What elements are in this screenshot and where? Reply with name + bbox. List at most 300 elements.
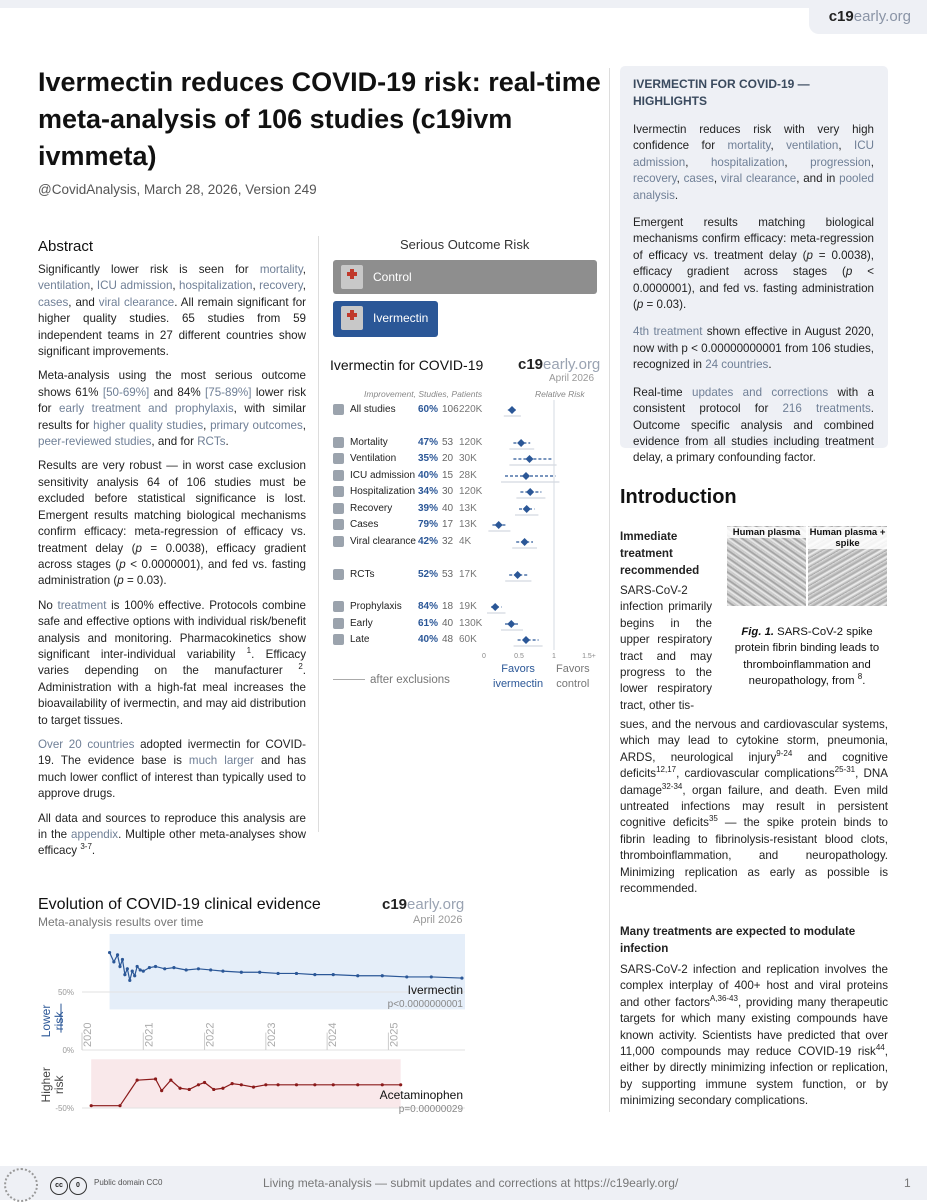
inline-link[interactable]: primary outcomes xyxy=(210,418,303,432)
series-point xyxy=(172,966,175,969)
intro-paragraph-start: SARS-CoV-2 infection primarily begins in the upper respiratory tract and may progress to the lower respiratory tract, other tis- xyxy=(620,584,712,712)
series-point xyxy=(356,1083,359,1086)
text-run: , xyxy=(676,172,684,186)
series-point xyxy=(381,974,384,977)
series-p-value: p<0.0000000001 xyxy=(387,999,463,1011)
text-run: , cardiovascular complications xyxy=(676,767,835,781)
text-run: , with similar results for xyxy=(38,402,306,432)
text-run: , DNA damage xyxy=(620,767,889,797)
forest-patients: 19K xyxy=(459,601,477,612)
forest-studies: 40 xyxy=(442,503,454,514)
series-point xyxy=(112,960,115,963)
text-run: and 84% xyxy=(149,385,206,399)
forest-point xyxy=(495,521,503,529)
inline-link[interactable]: 216 treatments xyxy=(782,402,871,416)
forest-pct: 47% xyxy=(418,437,439,448)
inline-link[interactable]: 4th treatment xyxy=(633,325,703,339)
evolution-subtitle: Meta-analysis results over time xyxy=(38,915,204,929)
series-point xyxy=(405,975,408,978)
outcome-icon xyxy=(333,437,344,448)
forest-point xyxy=(522,636,530,644)
series-point xyxy=(203,1081,206,1084)
after-exclusions-legend: after exclusions xyxy=(333,674,450,686)
forest-point xyxy=(514,571,522,579)
highlights-paragraph-2 xyxy=(633,215,874,313)
italic-text: p xyxy=(806,248,813,262)
inline-link[interactable]: Over 20 countries xyxy=(38,737,135,751)
fig-left-caption: Human plasma xyxy=(727,527,806,538)
series-point xyxy=(313,973,316,976)
evolution-date: April 2026 xyxy=(413,914,463,926)
series-point xyxy=(139,968,142,971)
text-run: is 100% effective. Protocols combine safe and effective options with individual risk/benefit analysis and monitoring. Pharmacokinetics show significant inter-individual variability xyxy=(38,598,307,661)
text-run: , xyxy=(838,139,855,153)
citation-ref: A,36‑43 xyxy=(709,993,738,1003)
italic-text: p xyxy=(117,574,124,588)
series-point xyxy=(264,1083,267,1086)
y-label-higher-risk: Higher xyxy=(39,1067,53,1103)
text-run: , xyxy=(685,155,711,169)
text-run: , xyxy=(252,279,260,293)
forest-header-right: Relative Risk xyxy=(535,389,585,399)
series-point xyxy=(118,965,121,968)
outcome-icon xyxy=(333,404,344,415)
text-run: , xyxy=(713,172,721,186)
forest-patients: 60K xyxy=(459,634,477,645)
text-run: , and for xyxy=(151,435,198,449)
inline-link[interactable]: recovery xyxy=(259,279,303,293)
forest-name: Recovery xyxy=(350,503,393,514)
text-run: = 0.0038), efficacy gradient across stages ( xyxy=(38,541,306,571)
series-point xyxy=(197,967,200,970)
text-run: . Efficacy varies depending on the manufacturer xyxy=(38,647,307,678)
forest-studies: 53 xyxy=(442,569,454,580)
forest-tick: 0 xyxy=(482,653,486,660)
x-tick-label: 2024 xyxy=(327,1022,340,1047)
series-point xyxy=(197,1083,200,1086)
forest-pct: 79% xyxy=(418,519,439,530)
italic-text: p xyxy=(636,298,644,312)
forest-studies: 17 xyxy=(442,519,454,530)
forest-pct: 61% xyxy=(418,618,439,629)
text-run: , xyxy=(770,139,787,153)
citation-ref: 25‑31 xyxy=(834,765,856,775)
forest-patients: 4K xyxy=(459,536,472,547)
forest-name: Early xyxy=(350,618,373,629)
series-label: Acetaminophen xyxy=(379,1087,463,1102)
forest-pct: 34% xyxy=(418,486,439,497)
text-run: . xyxy=(91,844,96,858)
forest-studies: 40 xyxy=(442,618,454,629)
series-point xyxy=(430,975,433,978)
forest-name: Cases xyxy=(350,519,379,530)
evolution-logo-light: early.org xyxy=(407,896,465,913)
inline-link[interactable]: pooled analysis xyxy=(633,172,874,202)
text-run: , xyxy=(203,418,211,432)
inline-link[interactable]: [50‑69%] xyxy=(102,385,150,399)
inline-link[interactable]: cases xyxy=(683,172,714,186)
plasma-image xyxy=(727,526,806,606)
series-point xyxy=(276,972,279,975)
forest-point xyxy=(526,455,534,463)
series-point xyxy=(212,1088,215,1091)
x-tick-label: 2022 xyxy=(204,1022,217,1047)
forest-patients: 13K xyxy=(459,519,477,530)
text-run: = 0.03). xyxy=(123,574,167,588)
series-label: Ivermectin xyxy=(407,983,463,998)
series-point xyxy=(128,979,131,982)
forest-patients: 130K xyxy=(459,618,483,629)
y-label-lower-risk: Lower xyxy=(39,1004,53,1038)
series-point xyxy=(231,1082,234,1085)
ivermectin-label: Ivermectin xyxy=(373,311,429,325)
outcome-icon xyxy=(333,519,344,530)
citation-ref: 12,17 xyxy=(656,765,677,775)
inline-link[interactable]: hospitalization xyxy=(179,279,253,293)
fig-caption-text: SARS-CoV-2 spike protein fibrin binding leads to thromboinflammation and neuropathology, from xyxy=(734,626,880,688)
forest-patients: 13K xyxy=(459,503,477,514)
inline-link[interactable]: viral clearance xyxy=(98,295,175,309)
cc0-icon: cc 0 xyxy=(50,1174,88,1192)
text-run: < 0.0000001), and fed vs. fasting administration ( xyxy=(633,265,874,312)
text-run: , xyxy=(302,279,306,293)
y-label-higher-risk: risk xyxy=(52,1075,66,1095)
forest-pct: 84% xyxy=(418,601,439,612)
forest-name: All studies xyxy=(350,404,396,415)
text-run: and has much lower conflict of interest than typically used to approve drugs. xyxy=(38,754,306,801)
forest-name: ICU admission xyxy=(350,470,416,481)
forest-studies: 15 xyxy=(442,470,454,481)
series-point xyxy=(240,971,243,974)
highlights-paragraph-4 xyxy=(633,385,874,467)
fig-label: Fig. 1. xyxy=(741,626,775,638)
outcome-icon xyxy=(333,618,344,629)
text-run: Significantly lower risk is seen for xyxy=(38,263,260,276)
forest-pct: 52% xyxy=(418,569,439,580)
favors-control xyxy=(556,662,590,692)
introduction-heading: Introduction xyxy=(620,486,737,508)
outcome-icon xyxy=(333,453,344,464)
forest-point xyxy=(507,620,515,628)
forest-patients: 120K xyxy=(459,437,483,448)
text-run: , xyxy=(90,279,97,293)
forest-header-left: Improvement, Studies, Patients xyxy=(364,389,483,399)
abstract-paragraph-3 xyxy=(38,458,306,589)
italic-text: p xyxy=(119,557,126,571)
inline-link[interactable]: much larger xyxy=(188,754,254,768)
series-point xyxy=(258,971,261,974)
forest-point xyxy=(517,439,525,447)
series-point xyxy=(121,958,124,961)
inline-link[interactable]: higher quality studies xyxy=(93,418,204,432)
favors-ctrl-line1: Favors xyxy=(556,663,590,675)
outcome-icon xyxy=(333,470,344,481)
forest-studies: 18 xyxy=(442,601,454,612)
series-point xyxy=(136,965,139,968)
citation-ref: 32‑34 xyxy=(661,781,683,791)
ivermectin-bar xyxy=(333,301,438,337)
text-run: = 0.0038), efficacy gradient across stages ( xyxy=(633,248,874,279)
forest-pct: 39% xyxy=(418,503,439,514)
text-run: adopted ivermectin for COVID-19. The evidence base is xyxy=(38,737,306,768)
inline-link[interactable]: ICU admission xyxy=(96,279,173,293)
forest-studies: 20 xyxy=(442,453,454,464)
forest-patients: 28K xyxy=(459,470,477,481)
inline-link[interactable]: [75‑89%] xyxy=(205,385,252,399)
text-run: . xyxy=(225,435,229,449)
favors-iv-line2: ivermectin xyxy=(493,678,544,690)
text-run: , xyxy=(870,155,874,169)
forest-pct: 40% xyxy=(418,634,439,645)
text-run: . Administration with a high-fat meal increases the bioavailability of ivermectin, and may aid distribution to target tissues. xyxy=(38,664,306,727)
highlights-heading: IVERMECTIN FOR COVID-19 — HIGHLIGHTS xyxy=(633,77,810,108)
logo-light: early.org xyxy=(853,8,911,25)
forest-studies: 106 xyxy=(442,404,459,415)
text-run: . All remain significant for higher quality studies. 65 studies from 59 independent teams in 27 different countries show significant improvements. xyxy=(38,295,307,359)
x-tick-label: 2023 xyxy=(265,1022,278,1047)
forest-patients: 17K xyxy=(459,569,477,580)
forest-studies: 48 xyxy=(442,634,454,645)
forest-name: Mortality xyxy=(350,437,388,448)
logo-bold: c19 xyxy=(828,8,854,25)
intro-paragraph-continued xyxy=(620,717,888,897)
byline: @CovidAnalysis, March 28, 2026, Version 249 xyxy=(38,182,317,197)
citation-ref: 9‑24 xyxy=(776,748,793,758)
text-run: Meta-analysis using the most serious outcome shows 61% xyxy=(38,369,306,399)
series-point xyxy=(356,974,359,977)
inline-link[interactable]: ventilation xyxy=(38,279,91,293)
citation-ref: 44 xyxy=(875,1043,885,1053)
forest-point xyxy=(491,603,499,611)
citation-ref: 2 xyxy=(298,662,303,672)
forest-point xyxy=(522,472,530,480)
serious-outcome-title: Serious Outcome Risk xyxy=(400,237,530,252)
citation-ref: 1 xyxy=(246,646,252,656)
inline-link[interactable]: early treatment and prophylaxis xyxy=(59,402,234,416)
control-bar xyxy=(333,260,597,294)
italic-text: p xyxy=(845,265,853,279)
text-run: , and in xyxy=(796,172,840,186)
series-point xyxy=(209,968,212,971)
inline-link[interactable]: viral clearance xyxy=(720,172,797,186)
citation-ref: 35 xyxy=(708,814,718,824)
forest-studies: 32 xyxy=(442,536,454,547)
favors-iv-line1: Favors xyxy=(501,663,535,675)
text-run: All data and sources to reproduce this analysis are in the xyxy=(38,811,306,841)
inline-link[interactable]: progression xyxy=(810,155,871,169)
outcome-icon xyxy=(333,569,344,580)
text-run: < 0.0000001), and fed vs. fasting administration ( xyxy=(38,557,307,588)
series-point xyxy=(240,1083,243,1086)
footer xyxy=(0,1166,927,1200)
hospital-icon xyxy=(341,265,363,289)
series-point xyxy=(148,966,151,969)
text-run: , providing many therapeutic targets for which many existing compounds have known activity. Scientists have predicted that over 11,000 compounds may reduce COVID-19 risk xyxy=(620,995,888,1059)
series-point xyxy=(178,1087,181,1090)
series-point xyxy=(295,972,298,975)
text-run: Ivermectin reduces risk with very high confidence for xyxy=(633,123,874,153)
top-bar xyxy=(0,0,927,8)
forest-point xyxy=(526,488,534,496)
forest-date: April 2026 xyxy=(549,373,595,384)
inline-link[interactable]: ventilation xyxy=(786,139,839,153)
series-point xyxy=(313,1083,316,1086)
forest-pct: 40% xyxy=(418,470,439,481)
series-point xyxy=(221,970,224,973)
fig-right-caption: Human plasma + spike xyxy=(809,527,886,549)
series-point xyxy=(123,973,126,976)
series-point xyxy=(133,974,136,977)
series-point xyxy=(381,1083,384,1086)
citation-ref: 3‑7 xyxy=(80,842,92,852)
immediate-treatment-heading: Immediate treatment recommended xyxy=(620,530,700,577)
site-logo-tab[interactable] xyxy=(809,0,927,34)
text-run: , organ failure, and death. Even mild untreated infections may result in persistent cognitive deficits xyxy=(620,783,888,830)
outcome-icon xyxy=(333,503,344,514)
text-run: shown effective in August 2020, now with p < 0.00000000001 from 106 studies, recognized in xyxy=(633,325,875,372)
forest-logo-bold: c19 xyxy=(518,356,544,373)
many-treatments-heading: Many treatments are expected to modulate infection xyxy=(620,925,856,955)
x-tick-label: 2020 xyxy=(82,1022,94,1047)
series-point xyxy=(131,970,134,973)
inline-link[interactable]: hospitalization xyxy=(710,155,785,169)
text-run: Emergent results matching biological mechanisms confirm efficacy: meta-regression of efficacy vs. treatment delay ( xyxy=(633,216,874,262)
forest-pct: 42% xyxy=(418,536,439,547)
series-point xyxy=(90,1104,93,1107)
inline-link[interactable]: peer-reviewed studies xyxy=(38,435,152,449)
site-logo[interactable] xyxy=(829,8,911,25)
evolution-logo-bold: c19 xyxy=(382,896,408,913)
forest-pct: 60% xyxy=(418,404,439,415)
forest-patients: 120K xyxy=(459,486,483,497)
highlights-paragraph-1 xyxy=(633,122,874,204)
text-run: . Outcome specific analysis and combined evidence from all studies including treatment delay, a primary confounding factor. xyxy=(633,402,874,465)
text-run: with a consistent protocol for xyxy=(633,385,874,416)
series-point xyxy=(295,1083,298,1086)
abstract-paragraph-4 xyxy=(38,598,306,729)
outcome-icon xyxy=(333,634,344,645)
inline-link[interactable]: updates and corrections xyxy=(692,385,829,399)
highlights-box xyxy=(620,66,888,465)
text-run: Results are very robust — in worst case exclusion sensitivity analysis 64 of 106 studies must be excluded before statistical significance is lost. Emergent results matching biological mechanisms confirm efficacy: meta-regression of efficacy vs. treatment delay ( xyxy=(38,459,306,555)
forest-tick: 1.5+ xyxy=(582,653,596,660)
forest-name: Hospitalization xyxy=(350,486,416,497)
forest-point xyxy=(523,505,531,513)
text-run: , xyxy=(302,263,306,276)
series-point xyxy=(154,965,157,968)
forest-tick: 1 xyxy=(552,653,556,660)
inline-link[interactable]: mortality xyxy=(727,139,771,153)
series-point xyxy=(154,1077,157,1080)
forest-name: Ventilation xyxy=(350,453,397,464)
page-number: 1 xyxy=(904,1176,911,1190)
outcome-icon xyxy=(333,536,344,547)
acetaminophen-ci-band xyxy=(91,1059,400,1108)
forest-title: Ivermectin for COVID-19 xyxy=(330,357,484,373)
forest-patients: 220K xyxy=(459,404,483,415)
series-point xyxy=(276,1083,279,1086)
abstract-heading: Abstract xyxy=(38,238,94,255)
inline-link[interactable]: appendix xyxy=(71,828,119,841)
y-tick-label: 50% xyxy=(57,988,74,997)
many-treatments-paragraph xyxy=(620,962,888,1110)
inline-link[interactable]: mortality xyxy=(259,263,303,276)
outcome-icon xyxy=(333,601,344,612)
abstract-body xyxy=(38,262,306,868)
license-text: Public domain CC0 xyxy=(94,1178,163,1187)
hospital-icon xyxy=(341,306,363,330)
favors-ivermectin xyxy=(493,662,543,692)
inline-link[interactable]: cases xyxy=(38,295,69,309)
text-run: . xyxy=(768,358,772,372)
series-point xyxy=(108,951,111,954)
inline-link[interactable]: recovery xyxy=(633,172,677,186)
series-point xyxy=(252,1086,255,1089)
outcome-icon xyxy=(333,486,344,497)
text-run: , xyxy=(172,279,180,293)
series-point xyxy=(188,1088,191,1091)
x-tick-label: 2025 xyxy=(388,1022,401,1047)
text-run: No xyxy=(38,598,58,612)
inline-link[interactable]: ICU admission xyxy=(633,139,874,169)
ivermectin-ci-band xyxy=(110,934,465,1009)
series-point xyxy=(399,1083,402,1086)
forest-studies: 53 xyxy=(442,437,454,448)
highlights-paragraph-3 xyxy=(633,324,874,373)
text-run: , xyxy=(784,155,811,169)
series-point xyxy=(116,953,119,956)
inline-link[interactable]: 24 countries xyxy=(705,358,769,372)
y-tick-label: -50% xyxy=(55,1104,74,1113)
forest-logo xyxy=(518,356,600,373)
virus-icon xyxy=(4,1168,38,1202)
series-point xyxy=(126,967,129,970)
text-run: Real-time xyxy=(633,385,693,399)
text-run: , either by directly minimizing infection or replication, by supporting immune system function, or by minimizing secondary complications. xyxy=(620,1045,888,1108)
forest-patients: 30K xyxy=(459,453,477,464)
series-point xyxy=(118,1104,121,1107)
series-point xyxy=(332,973,335,976)
control-label: Control xyxy=(373,270,412,284)
figure-1-caption: Fig. 1. SARS-CoV-2 spike protein fibrin binding leads to thromboinflammation and neuropathology, from $^8$. xyxy=(734,626,880,688)
text-run: lower risk for xyxy=(38,385,306,416)
fig-ref: 8 xyxy=(857,672,863,682)
text-run: = 0.03). xyxy=(643,298,687,312)
series-point xyxy=(185,968,188,971)
text-run: . Multiple other meta-analyses show efficacy xyxy=(38,828,306,858)
page-title: Ivermectin reduces COVID-19 risk: real-time meta-analysis of 106 studies (c19ivm ivmmeta) xyxy=(38,67,601,171)
forest-name: Late xyxy=(350,634,370,645)
figure-1-image xyxy=(727,526,887,606)
text-run: , xyxy=(302,418,306,432)
forest-logo-light: early.org xyxy=(543,356,601,373)
italic-text: p xyxy=(135,541,142,555)
text-run: SARS-CoV-2 infection and replication involves the complex interplay of 400+ host and viral proteins and other factors xyxy=(620,963,888,1009)
series-point xyxy=(221,1087,224,1090)
abstract-paragraph-2 xyxy=(38,368,306,450)
footer-link[interactable]: Living meta-analysis — submit updates and corrections at https://c19early.org/ xyxy=(263,1176,679,1190)
series-point xyxy=(169,1079,172,1082)
forest-name: Prophylaxis xyxy=(350,601,402,612)
favors-ctrl-line2: control xyxy=(556,678,590,690)
text-run: . xyxy=(674,188,679,202)
forest-point xyxy=(521,538,529,546)
inline-link[interactable]: treatment xyxy=(57,598,107,612)
inline-link[interactable]: RCTs xyxy=(197,435,226,449)
forest-point xyxy=(508,406,516,414)
y-label-lower-risk: risk xyxy=(52,1011,66,1031)
column-divider xyxy=(318,236,319,832)
